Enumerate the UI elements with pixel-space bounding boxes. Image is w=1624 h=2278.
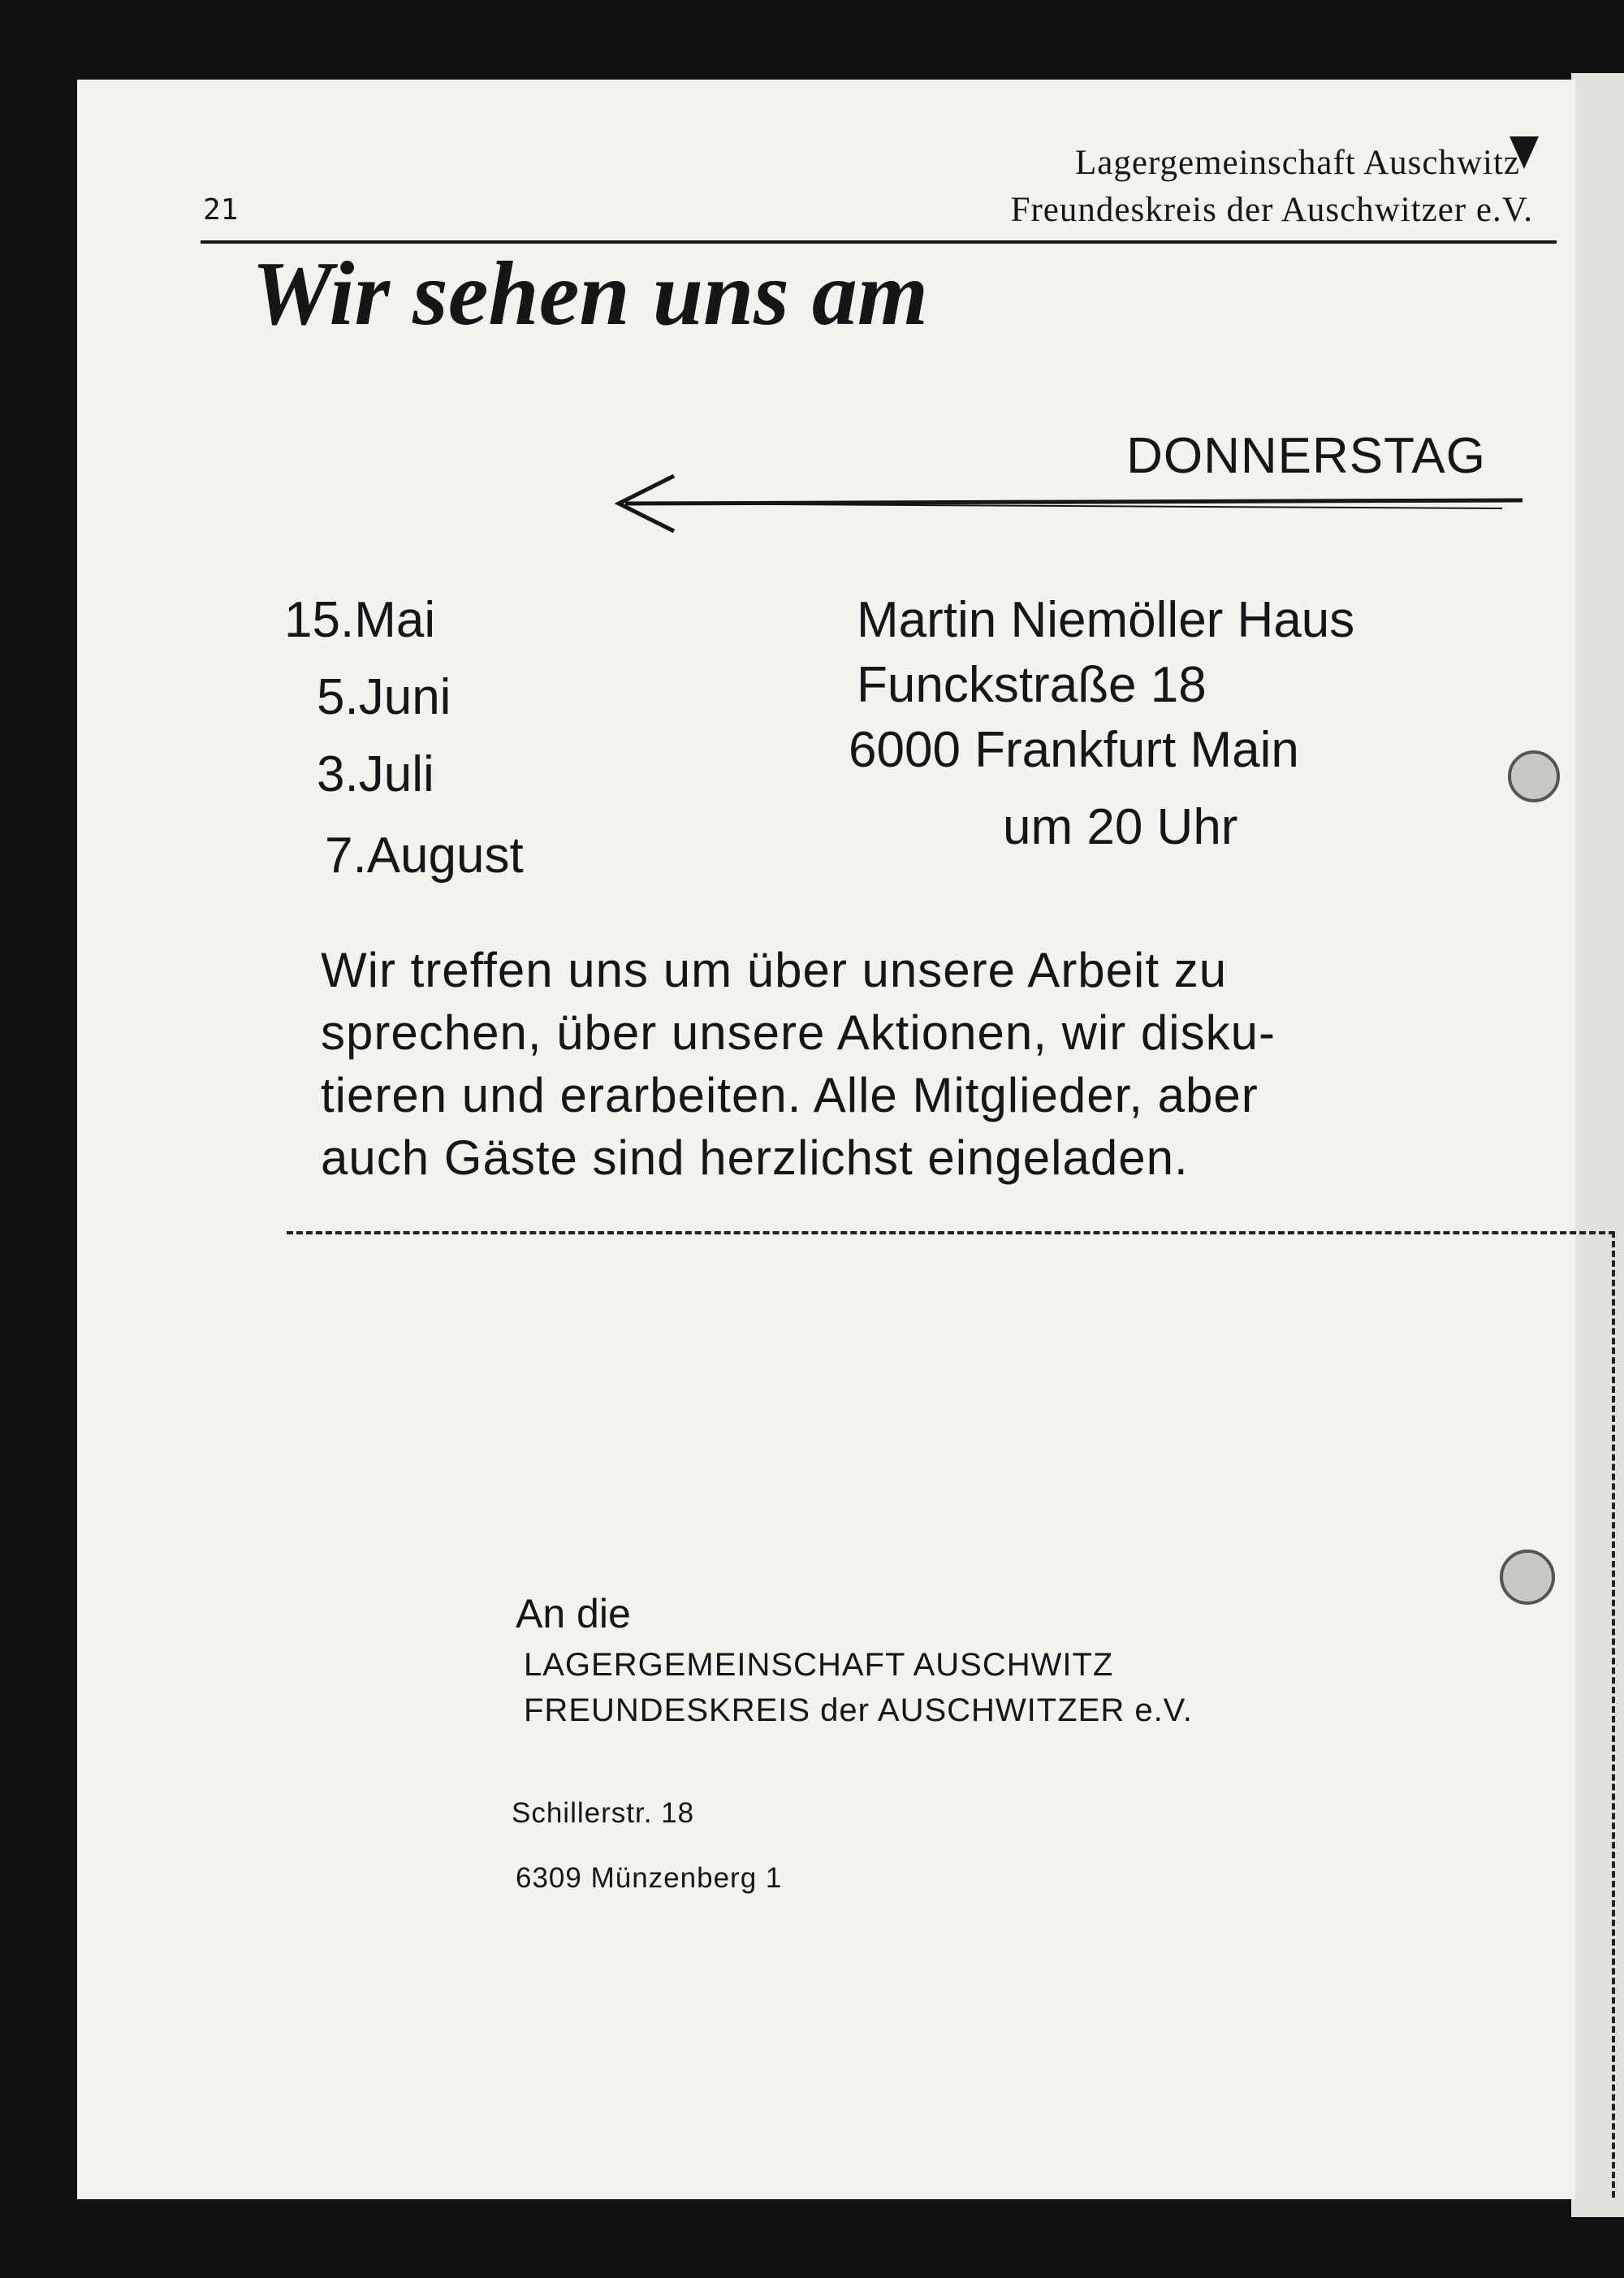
leaflet-page xyxy=(77,80,1575,2199)
organization-name: Lagergemeinschaft Auschwitz xyxy=(1075,144,1520,182)
address-recipient: An die xyxy=(516,1591,631,1636)
meeting-date: 7.August xyxy=(325,828,524,884)
weekday-label: DONNERSTAG xyxy=(1126,428,1486,484)
address-city: 6309 Münzenberg 1 xyxy=(516,1862,783,1894)
venue-city: 6000 Frankfurt Main xyxy=(849,722,1299,778)
meeting-date: 3.Juli xyxy=(317,746,434,802)
left-arrow-icon xyxy=(609,469,1527,534)
meeting-date: 15.Mai xyxy=(284,592,436,648)
meeting-time: um 20 Uhr xyxy=(1003,799,1238,855)
punch-hole xyxy=(1500,1550,1555,1605)
headline: Wir sehen uns am xyxy=(252,244,928,344)
address-street: Schillerstr. 18 xyxy=(512,1797,695,1829)
cut-line-vertical xyxy=(1612,1231,1615,2198)
address-org-line: FREUNDESKREIS der AUSCHWITZER e.V. xyxy=(524,1692,1193,1728)
invitation-line: tieren und erarbeiten. Alle Mitglieder, aber xyxy=(321,1068,1259,1122)
venue-street: Funckstraße 18 xyxy=(857,657,1207,713)
triangle-logo-icon xyxy=(1510,136,1539,169)
page-number: 21 xyxy=(203,193,239,227)
adjacent-page-edge xyxy=(1571,73,1624,2217)
venue-name: Martin Niemöller Haus xyxy=(857,592,1355,648)
meeting-date: 5.Juni xyxy=(317,669,451,725)
organization-subtitle: Freundeskreis der Auschwitzer e.V. xyxy=(1010,191,1533,229)
invitation-line: Wir treffen uns um über unsere Arbeit zu xyxy=(321,943,1228,997)
address-org-line: LAGERGEMEINSCHAFT AUSCHWITZ xyxy=(524,1647,1114,1683)
invitation-line: sprechen, über unsere Aktionen, wir disku- xyxy=(321,1005,1276,1060)
cut-line-horizontal xyxy=(287,1231,1615,1234)
invitation-line: auch Gäste sind herzlichst eingeladen. xyxy=(321,1130,1189,1185)
punch-hole xyxy=(1508,750,1560,802)
invitation-text xyxy=(321,939,1276,1189)
